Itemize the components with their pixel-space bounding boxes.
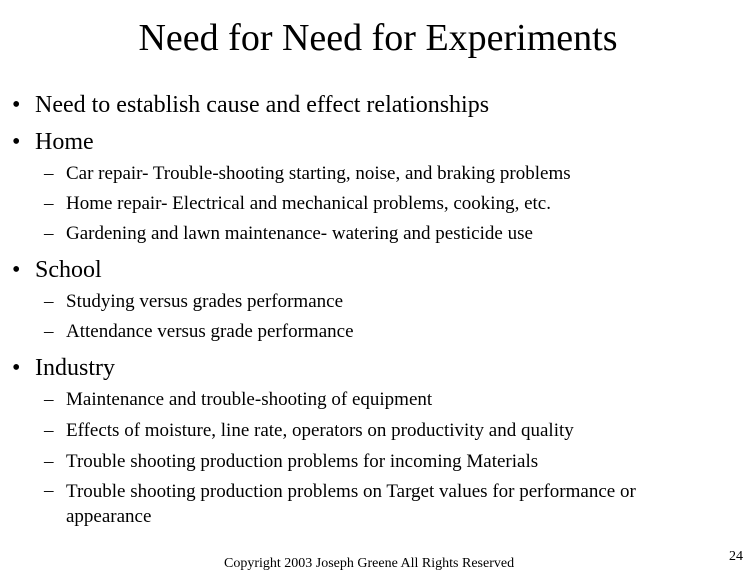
sub-bullet-marker: –	[44, 193, 54, 214]
sub-bullet-marker: –	[44, 480, 54, 501]
bullet-text: Industry	[35, 355, 115, 381]
bullet-text: Home	[35, 129, 94, 155]
sub-bullet-text: Trouble shooting production problems for incoming Materials	[66, 451, 539, 472]
sub-bullet-marker: –	[44, 291, 54, 312]
sub-bullet-marker: –	[44, 420, 54, 441]
bullet-marker: •	[12, 257, 21, 283]
bullet-marker: •	[12, 92, 21, 118]
sub-bullet-text: Home repair- Electrical and mechanical problems, cooking, etc.	[66, 193, 551, 214]
bullet-text: Need to establish cause and effect relationships	[35, 92, 490, 118]
copyright-footer: Copyright 2003 Joseph Greene All Rights Reserved	[224, 556, 515, 571]
sub-bullet-marker: –	[44, 163, 54, 184]
sub-bullet-text: Effects of moisture, line rate, operators on productivity and quality	[66, 420, 574, 441]
sub-bullet-marker: –	[44, 321, 54, 342]
sub-bullet-text: Trouble shooting production problems on Target values for performance or appearance	[66, 481, 636, 527]
sub-bullet-marker: –	[44, 451, 54, 472]
bullet-text: School	[35, 257, 102, 283]
sub-bullet-marker: –	[44, 389, 54, 410]
sub-bullet-text: Gardening and lawn maintenance- watering and pesticide use	[66, 223, 533, 244]
page-number: 24	[729, 549, 743, 564]
bullet-marker: •	[12, 355, 21, 381]
slide-title: Need for Need for Experiments	[138, 17, 618, 59]
bullet-marker: •	[12, 129, 21, 155]
sub-bullet-marker: –	[44, 223, 54, 244]
sub-bullet-text: Attendance versus grade performance	[66, 321, 354, 342]
sub-bullet-text: Studying versus grades performance	[66, 291, 344, 312]
sub-bullet-text: Maintenance and trouble-shooting of equipment	[66, 389, 433, 410]
sub-bullet-text: Car repair- Trouble-shooting starting, noise, and braking problems	[66, 163, 571, 184]
